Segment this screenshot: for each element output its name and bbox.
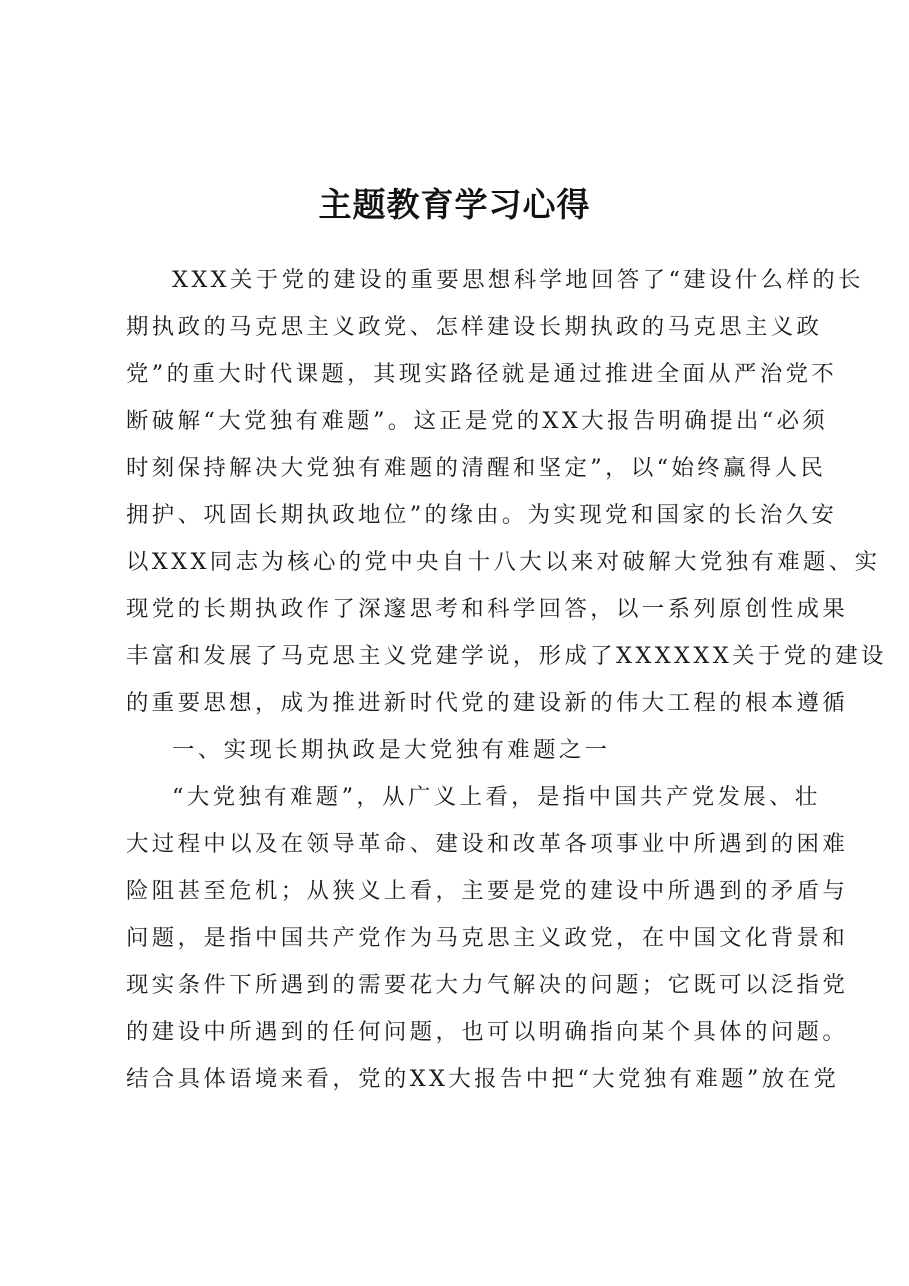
paragraph-line: 大过程中以及在领导革命、建设和改革各项事业中所遇到的困难	[126, 831, 849, 857]
section-heading: 一、实现长期执政是大党独有难题之一	[172, 737, 611, 763]
paragraph-line: 的重要思想，成为推进新时代党的建设新的伟大工程的根本遵循	[126, 690, 849, 716]
document-title: 主题教育学习心得	[318, 185, 591, 224]
paragraph-line: 现党的长期执政作了深邃思考和科学回答，以一系列原创性成果	[126, 596, 849, 622]
paragraph-line: 断破解“大党独有难题”。这正是党的XX大报告明确提出“必须	[126, 408, 829, 434]
paragraph-line: 现实条件下所遇到的需要花大力气解决的问题；它既可以泛指党	[126, 972, 849, 998]
paragraph-line: 问题，是指中国共产党作为马克思主义政党，在中国文化背景和	[126, 925, 849, 951]
paragraph-line: XXX关于党的建设的重要思想科学地回答了“建设什么样的长	[172, 267, 864, 293]
paragraph-line: 的建设中所遇到的任何问题，也可以明确指向某个具体的问题。	[126, 1019, 849, 1045]
paragraph-line: 时刻保持解决大党独有难题的清醒和坚定”，以“始终赢得人民	[126, 455, 827, 481]
paragraph-line: 期执政的马克思主义政党、怎样建设长期执政的马克思主义政	[126, 314, 823, 340]
paragraph-line: 结合具体语境来看，党的XX大报告中把“大党独有难题”放在党	[126, 1066, 840, 1092]
paragraph-line: 拥护、巩固长期执政地位”的缘由。为实现党和国家的长治久安	[126, 502, 838, 528]
paragraph-line: 以XXX同志为核心的党中央自十八大以来对破解大党独有难题、实	[126, 549, 881, 575]
paragraph-line: 险阻甚至危机；从狭义上看，主要是党的建设中所遇到的矛盾与	[126, 878, 849, 904]
paragraph-line: 丰富和发展了马克思主义党建学说，形成了XXXXXX关于党的建设	[126, 643, 887, 669]
paragraph-line: 党”的重大时代课题，其现实路径就是通过推进全面从严治党不	[126, 361, 838, 387]
paragraph-line: “大党独有难题”，从广义上看，是指中国共产党发展、壮	[172, 784, 821, 810]
